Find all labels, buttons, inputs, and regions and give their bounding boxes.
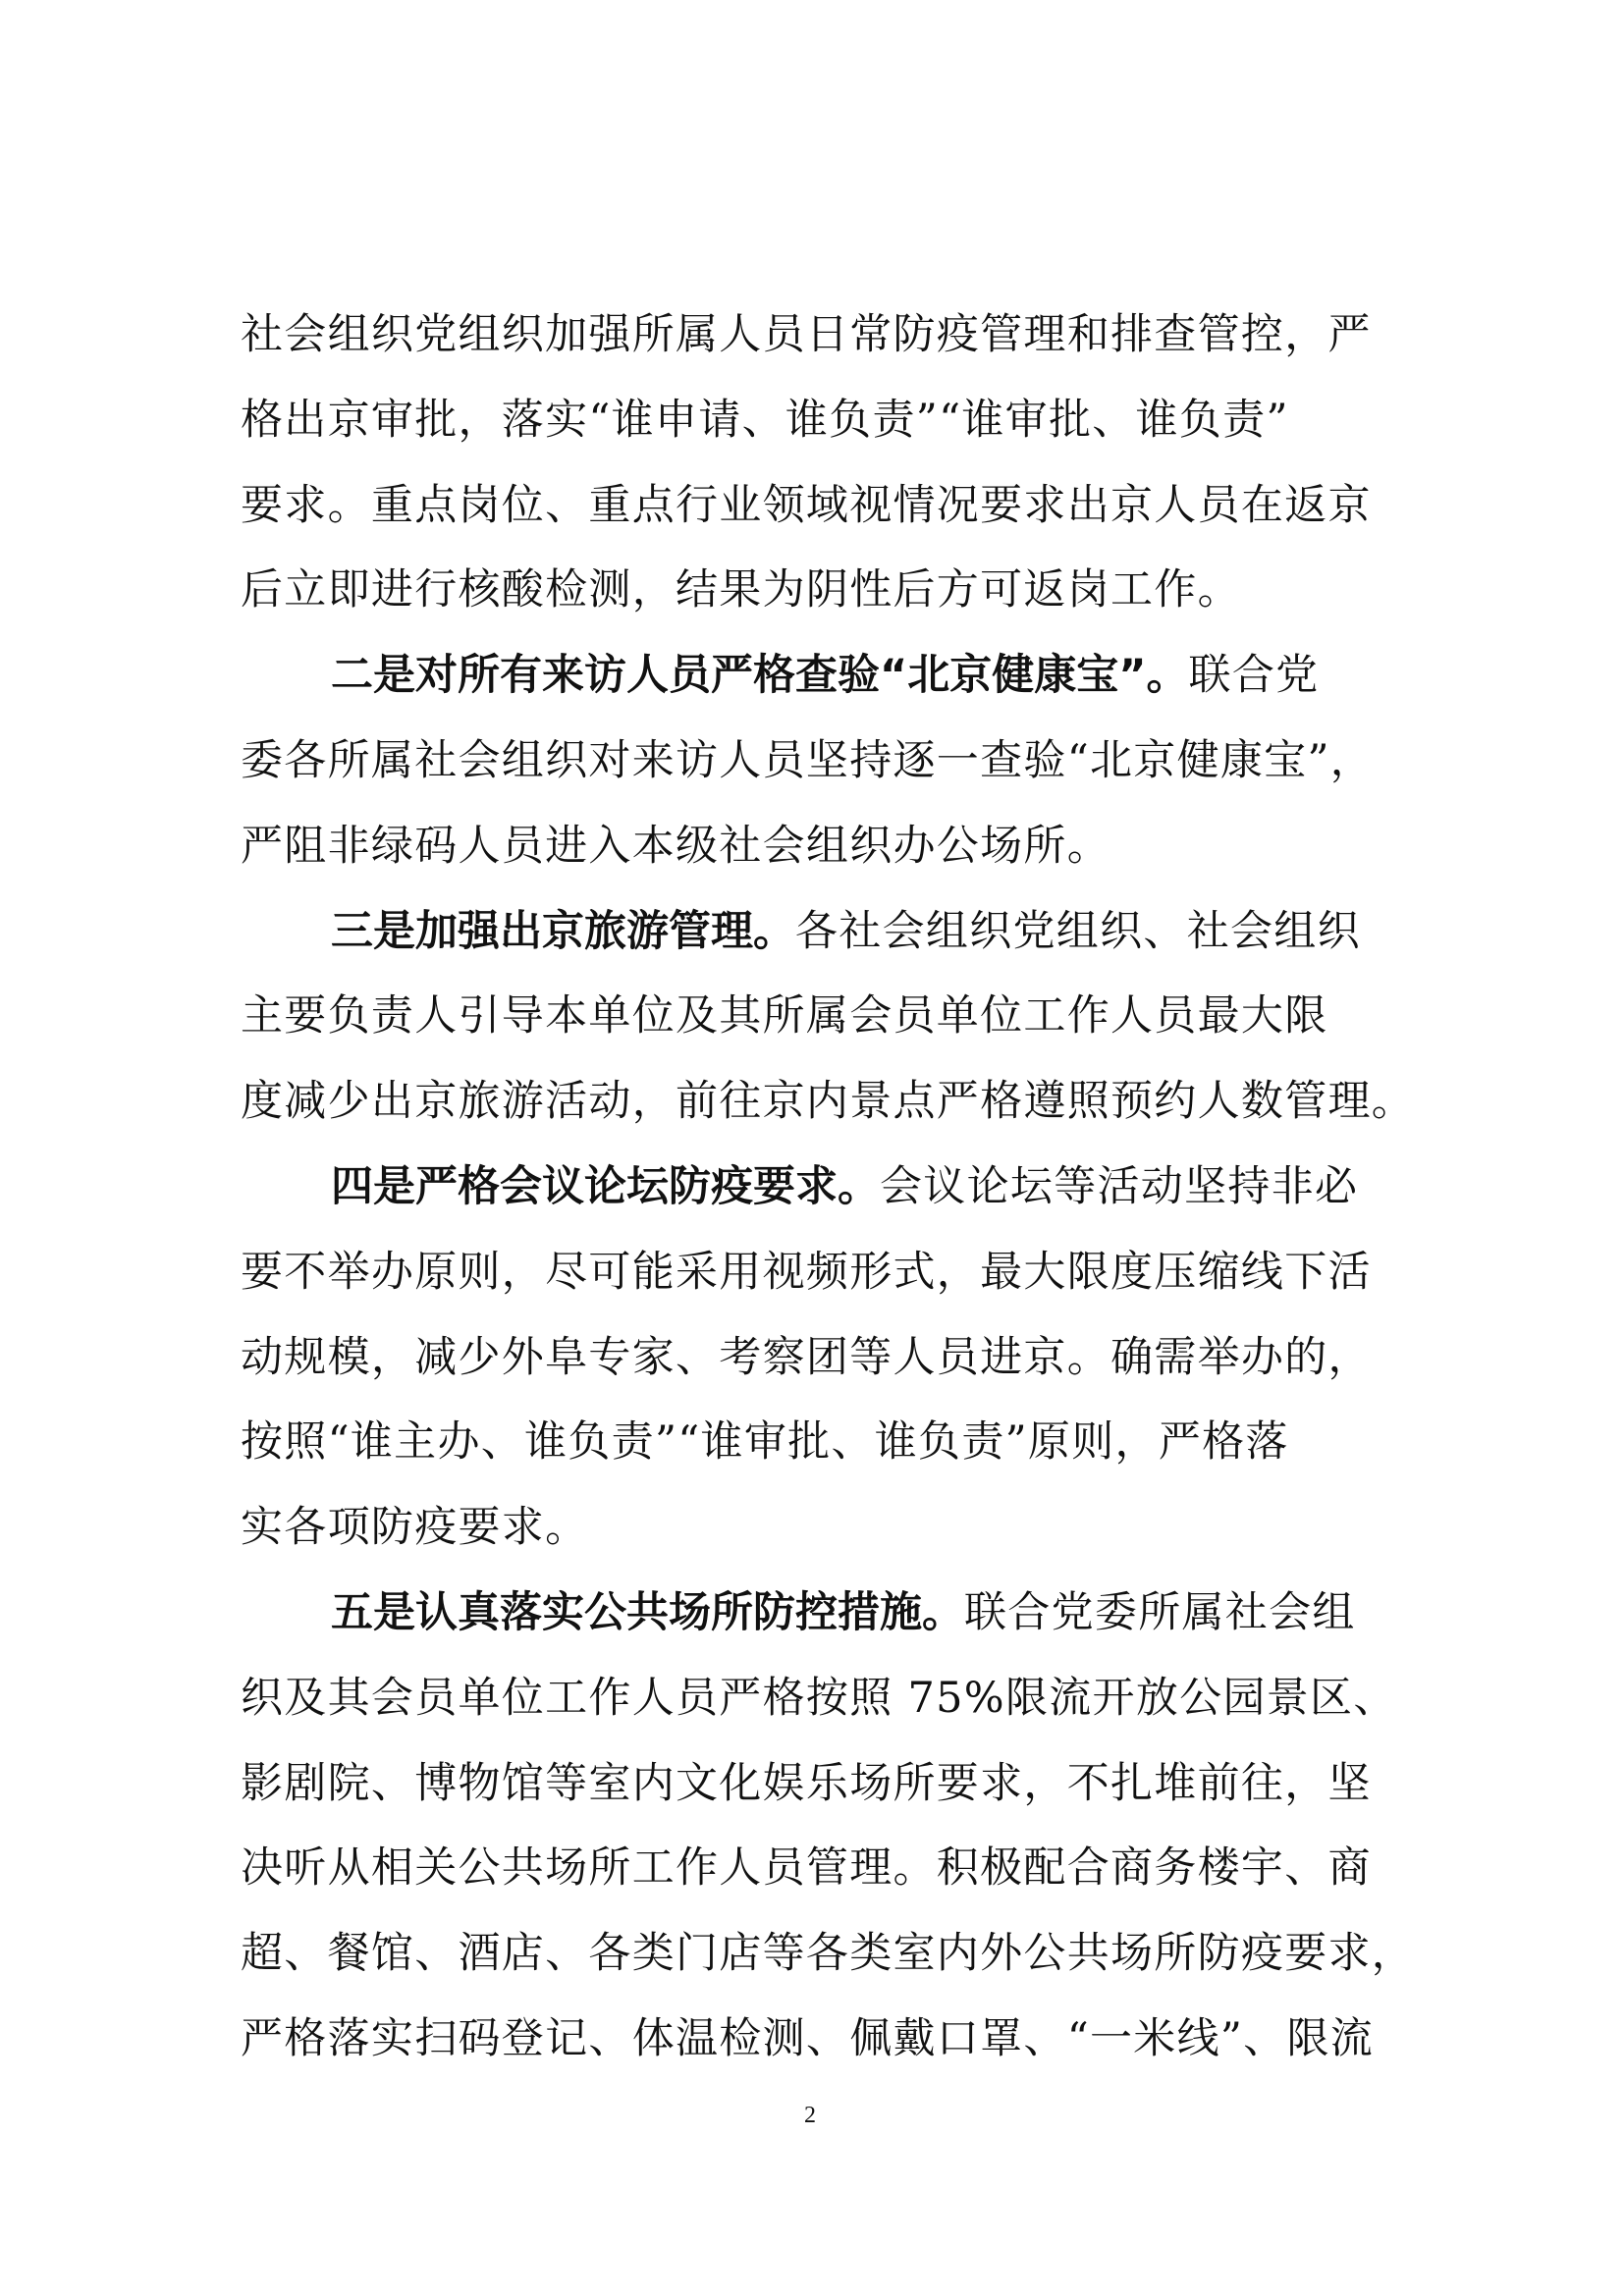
paragraph-line (241, 1656, 1397, 1741)
paragraph-line-item-3 (241, 889, 1380, 975)
paragraph-line (241, 378, 1380, 463)
paragraph-line (241, 1911, 1416, 1997)
line-text: 影剧院、博物馆等室内文化娱乐场所要求，不扎堆前往，坚 (241, 1758, 1372, 1808)
line-text: 联合党委所属社会组 (964, 1587, 1356, 1637)
paragraph-line (241, 548, 1380, 633)
line-text: 联合党 (1188, 651, 1320, 701)
line-text: 严阻非绿码人员进入本级社会组织办公场所。 (241, 821, 1110, 871)
line-text: 实各项防疫要求。 (241, 1503, 589, 1553)
line-text: 会议论坛等活动坚持非必 (880, 1161, 1359, 1211)
document-body (241, 293, 1416, 2082)
paragraph-line (241, 1400, 1380, 1485)
line-text: 委各所属社会组织对来访人员坚持逐一查验“北京健康宝”， (241, 735, 1375, 785)
section-heading-3: 三是加强出京旅游管理。 (331, 906, 795, 956)
section-heading-2: 二是对所有来访人员严格查验“北京健康宝”。 (331, 651, 1189, 701)
section-heading-4: 四是严格会议论坛防疫要求。 (331, 1161, 880, 1211)
line-text: 要不举办原则，尽可能采用视频形式，最大限度压缩线下活 (241, 1247, 1372, 1297)
paragraph-line (241, 1826, 1380, 1911)
paragraph-line (241, 293, 1380, 378)
line-text: 决听从相关公共场所工作人员管理。积极配合商务楼宇、商 (241, 1843, 1372, 1894)
line-text: 后立即进行核酸检测，结果为阴性后方可返岗工作。 (241, 565, 1241, 615)
line-text: 度减少出京旅游活动，前往京内景点严格遵照预约人数管理。 (241, 1077, 1416, 1127)
line-text: 严格落实扫码登记、体温检测、佩戴口罩、“一米线”、限流 (241, 2013, 1375, 2063)
paragraph-line (241, 1997, 1380, 2082)
paragraph-line (241, 1485, 1380, 1571)
line-text: 要求。重点岗位、重点行业领域视情况要求出京人员在返京 (241, 480, 1372, 530)
paragraph-line-item-2 (241, 633, 1380, 719)
paragraph-line (241, 1230, 1380, 1315)
line-text: 织及其会员单位工作人员严格按照 75%限流开放公园景区、 (241, 1673, 1397, 1723)
paragraph-line-item-5 (241, 1571, 1380, 1656)
paragraph-line (241, 463, 1380, 549)
paragraph-line-item-4 (241, 1145, 1380, 1230)
paragraph-line (241, 804, 1380, 889)
section-heading-5: 五是认真落实公共场所防控措施。 (331, 1587, 964, 1637)
paragraph-line (241, 719, 1380, 804)
paragraph-line (241, 1315, 1380, 1401)
line-text: 超、餐馆、酒店、各类门店等各类室内外公共场所防疫要求， (241, 1929, 1416, 1979)
paragraph-line (241, 1059, 1416, 1145)
line-text: 主要负责人引导本单位及其所属会员单位工作人员最大限 (241, 991, 1328, 1041)
page-number: 2 (804, 2103, 816, 2128)
line-text: 动规模，减少外阜专家、考察团等人员进京。确需举办的， (241, 1332, 1372, 1382)
line-text: 按照“谁主办、谁负责”“谁审批、谁负责”原则，严格落 (241, 1417, 1289, 1468)
paragraph-line (241, 1741, 1380, 1827)
line-text: 各社会组织党组织、社会组织 (795, 906, 1361, 956)
paragraph-line (241, 974, 1380, 1059)
line-text: 格出京审批，落实“谁申请、谁负责”“谁审批、谁负责” (241, 395, 1289, 445)
line-text: 社会组织党组织加强所属人员日常防疫管理和排查管控，严 (241, 310, 1372, 359)
